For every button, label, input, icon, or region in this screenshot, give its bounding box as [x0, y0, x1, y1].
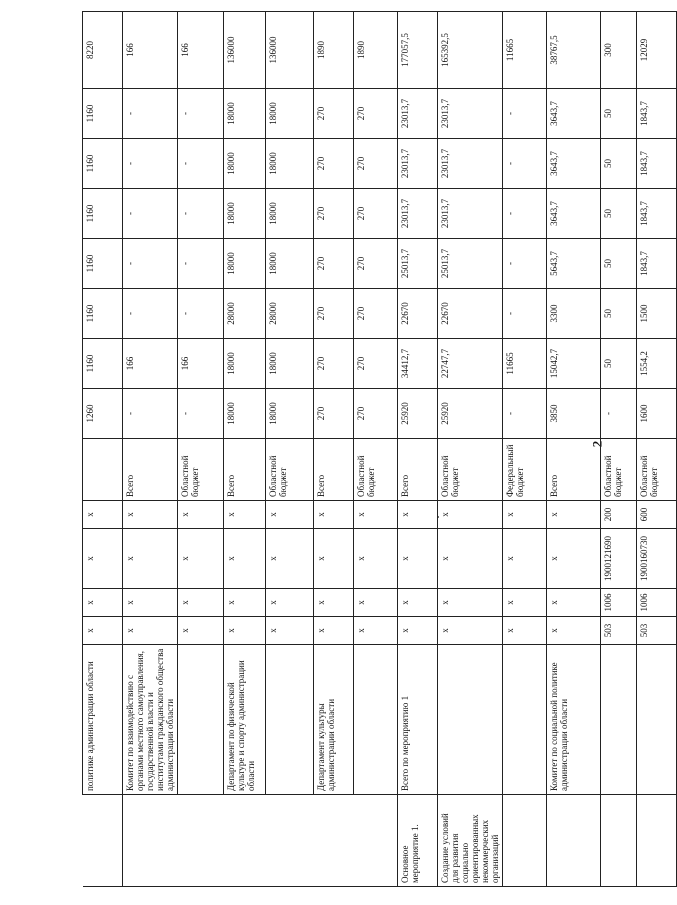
- table-cell: 1160: [83, 239, 123, 289]
- table-cell: Областной бюджет: [601, 439, 637, 501]
- table-cell: 25013,7: [398, 239, 438, 289]
- table-cell: x: [83, 529, 123, 589]
- table-row: [123, 12, 178, 887]
- table-cell: 23013,7: [398, 189, 438, 239]
- table-cell: Областной бюджет: [438, 439, 503, 501]
- table-cell: Департамент по физической культуре и спорту администрации области: [224, 645, 266, 795]
- table-cell: x: [266, 501, 314, 529]
- table-cell: 270: [354, 189, 398, 239]
- table-cell: 1600: [637, 389, 677, 439]
- table-cell: Областной бюджет: [266, 439, 314, 501]
- table-cell: x: [314, 529, 354, 589]
- table-cell: x: [398, 501, 438, 529]
- table-cell: -: [178, 89, 224, 139]
- table-cell: 50: [601, 189, 637, 239]
- table-cell: x: [266, 617, 314, 645]
- table-cell: 270: [354, 89, 398, 139]
- table-cell: 8220: [83, 12, 123, 89]
- table-cell: x: [224, 529, 266, 589]
- table-cell: 1500: [637, 289, 677, 339]
- table-cell: -: [123, 139, 178, 189]
- table-cell: 270: [314, 189, 354, 239]
- table-cell: 270: [314, 389, 354, 439]
- table-cell: 22670: [438, 289, 503, 339]
- table-cell: x: [438, 617, 503, 645]
- table-cell: 23013,7: [438, 139, 503, 189]
- table-cell: 270: [354, 389, 398, 439]
- table-cell: 270: [314, 289, 354, 339]
- table-cell: 38767,5: [547, 12, 601, 89]
- table-cell: x: [354, 501, 398, 529]
- table-cell: [83, 439, 123, 501]
- table-cell: x: [438, 529, 503, 589]
- table-cell: -: [601, 389, 637, 439]
- table-row: [547, 12, 601, 887]
- table-cell: x: [224, 501, 266, 529]
- table-cell: x: [83, 501, 123, 529]
- table-cell: 50: [601, 89, 637, 139]
- table-cell: 600: [637, 501, 677, 529]
- table-cell: политике администрации области: [83, 645, 123, 795]
- table-cell: -: [123, 89, 178, 139]
- table-cell: [178, 795, 224, 887]
- table-cell: 300: [601, 12, 637, 89]
- table-cell: x: [224, 589, 266, 617]
- table-cell: [438, 645, 503, 795]
- table-cell: 270: [354, 289, 398, 339]
- table-cell: 1160: [83, 139, 123, 189]
- table-cell: -: [178, 189, 224, 239]
- table-cell: x: [224, 617, 266, 645]
- table-cell: x: [398, 589, 438, 617]
- table-cell: 3850: [547, 389, 601, 439]
- table-cell: 3643,7: [547, 89, 601, 139]
- table-cell: 166: [178, 12, 224, 89]
- table-row: [438, 12, 503, 887]
- table-cell: 1160: [83, 339, 123, 389]
- table-cell: -: [503, 289, 547, 339]
- table-cell: 166: [123, 12, 178, 89]
- table-cell: -: [503, 139, 547, 189]
- table-cell: 3300: [547, 289, 601, 339]
- table-cell: 1843,7: [637, 139, 677, 189]
- table-cell: 50: [601, 139, 637, 189]
- table-cell: 18000: [224, 389, 266, 439]
- table-cell: x: [503, 589, 547, 617]
- table-row: [314, 12, 354, 887]
- table-cell: 23013,7: [438, 89, 503, 139]
- table-cell: 18000: [266, 339, 314, 389]
- table-cell: -: [503, 389, 547, 439]
- table-row: [637, 12, 677, 887]
- table-cell: [354, 645, 398, 795]
- table-cell: Всего: [547, 439, 601, 501]
- table-cell: 503: [601, 617, 637, 645]
- table-cell: Федеральный бюджет: [503, 439, 547, 501]
- table-cell: -: [178, 139, 224, 189]
- table-cell: -: [178, 239, 224, 289]
- table-cell: 18000: [266, 89, 314, 139]
- table-cell: x: [178, 529, 224, 589]
- table-cell: 270: [314, 239, 354, 289]
- table-cell: [503, 645, 547, 795]
- table-cell: 1843,7: [637, 89, 677, 139]
- table-row: [83, 12, 123, 887]
- table-cell: Комитет по социальной политике администрации области: [547, 645, 601, 795]
- table-cell: x: [547, 617, 601, 645]
- table-cell: x: [266, 529, 314, 589]
- table-cell: 25920: [398, 389, 438, 439]
- table-cell: -: [503, 239, 547, 289]
- table-cell: [314, 795, 354, 887]
- table-cell: x: [438, 501, 503, 529]
- table-cell: 28000: [266, 289, 314, 339]
- table-cell: 23013,7: [398, 139, 438, 189]
- table-cell: 34412,7: [398, 339, 438, 389]
- table-cell: 5643,7: [547, 239, 601, 289]
- table-cell: [637, 645, 677, 795]
- table-cell: 270: [314, 89, 354, 139]
- table-cell: [547, 795, 601, 887]
- table-cell: 28000: [224, 289, 266, 339]
- table-cell: 1006: [637, 589, 677, 617]
- table-cell: x: [547, 501, 601, 529]
- table-cell: 25013,7: [438, 239, 503, 289]
- table-cell: x: [123, 529, 178, 589]
- table-cell: 12029: [637, 12, 677, 89]
- table-cell: [83, 795, 123, 887]
- table-cell: 1554,2: [637, 339, 677, 389]
- table-cell: 50: [601, 239, 637, 289]
- table-cell: Областной бюджет: [637, 439, 677, 501]
- table-row: [503, 12, 547, 887]
- table-cell: Всего: [224, 439, 266, 501]
- table-cell: x: [123, 617, 178, 645]
- table-cell: 23013,7: [398, 89, 438, 139]
- table-cell: [123, 795, 178, 887]
- table-cell: -: [123, 239, 178, 289]
- table-row: [224, 12, 266, 887]
- table-cell: -: [503, 189, 547, 239]
- table-cell: 18000: [224, 89, 266, 139]
- table-cell: [601, 645, 637, 795]
- table-cell: 165392,5: [438, 12, 503, 89]
- table-cell: 270: [354, 239, 398, 289]
- table-cell: 503: [637, 617, 677, 645]
- table-cell: x: [503, 617, 547, 645]
- table-row: [398, 12, 438, 887]
- table-cell: x: [178, 589, 224, 617]
- table-cell: 177057,5: [398, 12, 438, 89]
- table-cell: -: [123, 389, 178, 439]
- table-row: [178, 12, 224, 887]
- table-cell: 22747,7: [438, 339, 503, 389]
- table-cell: -: [123, 289, 178, 339]
- table-cell: 18000: [266, 139, 314, 189]
- page-number: 2: [589, 440, 605, 448]
- table-cell: 270: [314, 339, 354, 389]
- table-cell: [637, 795, 677, 887]
- table-cell: Всего: [314, 439, 354, 501]
- table-cell: 166: [123, 339, 178, 389]
- table-cell: x: [438, 589, 503, 617]
- table-cell: 50: [601, 289, 637, 339]
- table-cell: Всего по мероприятию 1: [398, 645, 438, 795]
- table-cell: 136000: [266, 12, 314, 89]
- table-row: [266, 12, 314, 887]
- table-cell: 25920: [438, 389, 503, 439]
- table-cell: x: [123, 589, 178, 617]
- table-cell: 18000: [266, 389, 314, 439]
- table-cell: -: [123, 189, 178, 239]
- table-cell: 270: [354, 139, 398, 189]
- table-cell: 18000: [266, 239, 314, 289]
- table-cell: 18000: [224, 339, 266, 389]
- table-cell: 136000: [224, 12, 266, 89]
- table-cell: [503, 795, 547, 887]
- table-cell: 200: [601, 501, 637, 529]
- table-cell: x: [503, 501, 547, 529]
- table-cell: x: [354, 589, 398, 617]
- table-cell: 1160: [83, 189, 123, 239]
- table-cell: [178, 645, 224, 795]
- table-cell: 1006: [601, 589, 637, 617]
- table-cell: Создание условий для развития социально ориентированных некоммерческих организаций: [438, 795, 503, 887]
- table-cell: 1900160730: [637, 529, 677, 589]
- table-cell: x: [354, 617, 398, 645]
- table-cell: Комитет по взаимодействию с органами местного самоуправления, государственной власти и институтами гражданского общества администрации области: [123, 645, 178, 795]
- table-cell: x: [314, 617, 354, 645]
- table-cell: 18000: [224, 189, 266, 239]
- table-cell: x: [398, 617, 438, 645]
- table-cell: -: [503, 89, 547, 139]
- table-cell: [354, 795, 398, 887]
- table-cell: x: [178, 501, 224, 529]
- table-cell: x: [83, 589, 123, 617]
- table-cell: x: [123, 501, 178, 529]
- table-row: [601, 12, 637, 887]
- table-cell: 1890: [314, 12, 354, 89]
- table-cell: 15042,7: [547, 339, 601, 389]
- table-cell: 22670: [398, 289, 438, 339]
- table-cell: x: [178, 617, 224, 645]
- table-cell: x: [503, 529, 547, 589]
- table-cell: 18000: [224, 139, 266, 189]
- table-cell: 3643,7: [547, 139, 601, 189]
- table-cell: x: [314, 589, 354, 617]
- table-cell: 1160: [83, 289, 123, 339]
- table-cell: x: [398, 529, 438, 589]
- table-row: [354, 12, 398, 887]
- table-cell: [266, 795, 314, 887]
- table-cell: Областной бюджет: [178, 439, 224, 501]
- table-cell: 1900121690: [601, 529, 637, 589]
- table-cell: -: [178, 389, 224, 439]
- table-cell: 1160: [83, 89, 123, 139]
- table-cell: x: [547, 589, 601, 617]
- table-cell: 1843,7: [637, 189, 677, 239]
- table-cell: 11665: [503, 339, 547, 389]
- table-cell: Департамент культуры администрации области: [314, 645, 354, 795]
- table-cell: 18000: [266, 189, 314, 239]
- table-cell: 18000: [224, 239, 266, 289]
- table-cell: x: [266, 589, 314, 617]
- table-cell: x: [83, 617, 123, 645]
- table-cell: 3643,7: [547, 189, 601, 239]
- table-cell: [224, 795, 266, 887]
- table-cell: Всего: [123, 439, 178, 501]
- table-cell: Областной бюджет: [354, 439, 398, 501]
- table-cell: 11665: [503, 12, 547, 89]
- rotated-table-wrapper: [82, 12, 659, 887]
- table-cell: 1890: [354, 12, 398, 89]
- table-cell: x: [354, 529, 398, 589]
- table-cell: 270: [314, 139, 354, 189]
- table-cell: 1260: [83, 389, 123, 439]
- table-cell: [266, 645, 314, 795]
- table-cell: 50: [601, 339, 637, 389]
- table-cell: 1843,7: [637, 239, 677, 289]
- table-cell: x: [547, 529, 601, 589]
- table-cell: Основное мероприятие 1.: [398, 795, 438, 887]
- table-cell: Всего: [398, 439, 438, 501]
- table-cell: -: [178, 289, 224, 339]
- table-cell: [601, 795, 637, 887]
- table-cell: 166: [178, 339, 224, 389]
- table-cell: 270: [354, 339, 398, 389]
- table-cell: 23013,7: [438, 189, 503, 239]
- table-cell: x: [314, 501, 354, 529]
- budget-table: [82, 11, 677, 887]
